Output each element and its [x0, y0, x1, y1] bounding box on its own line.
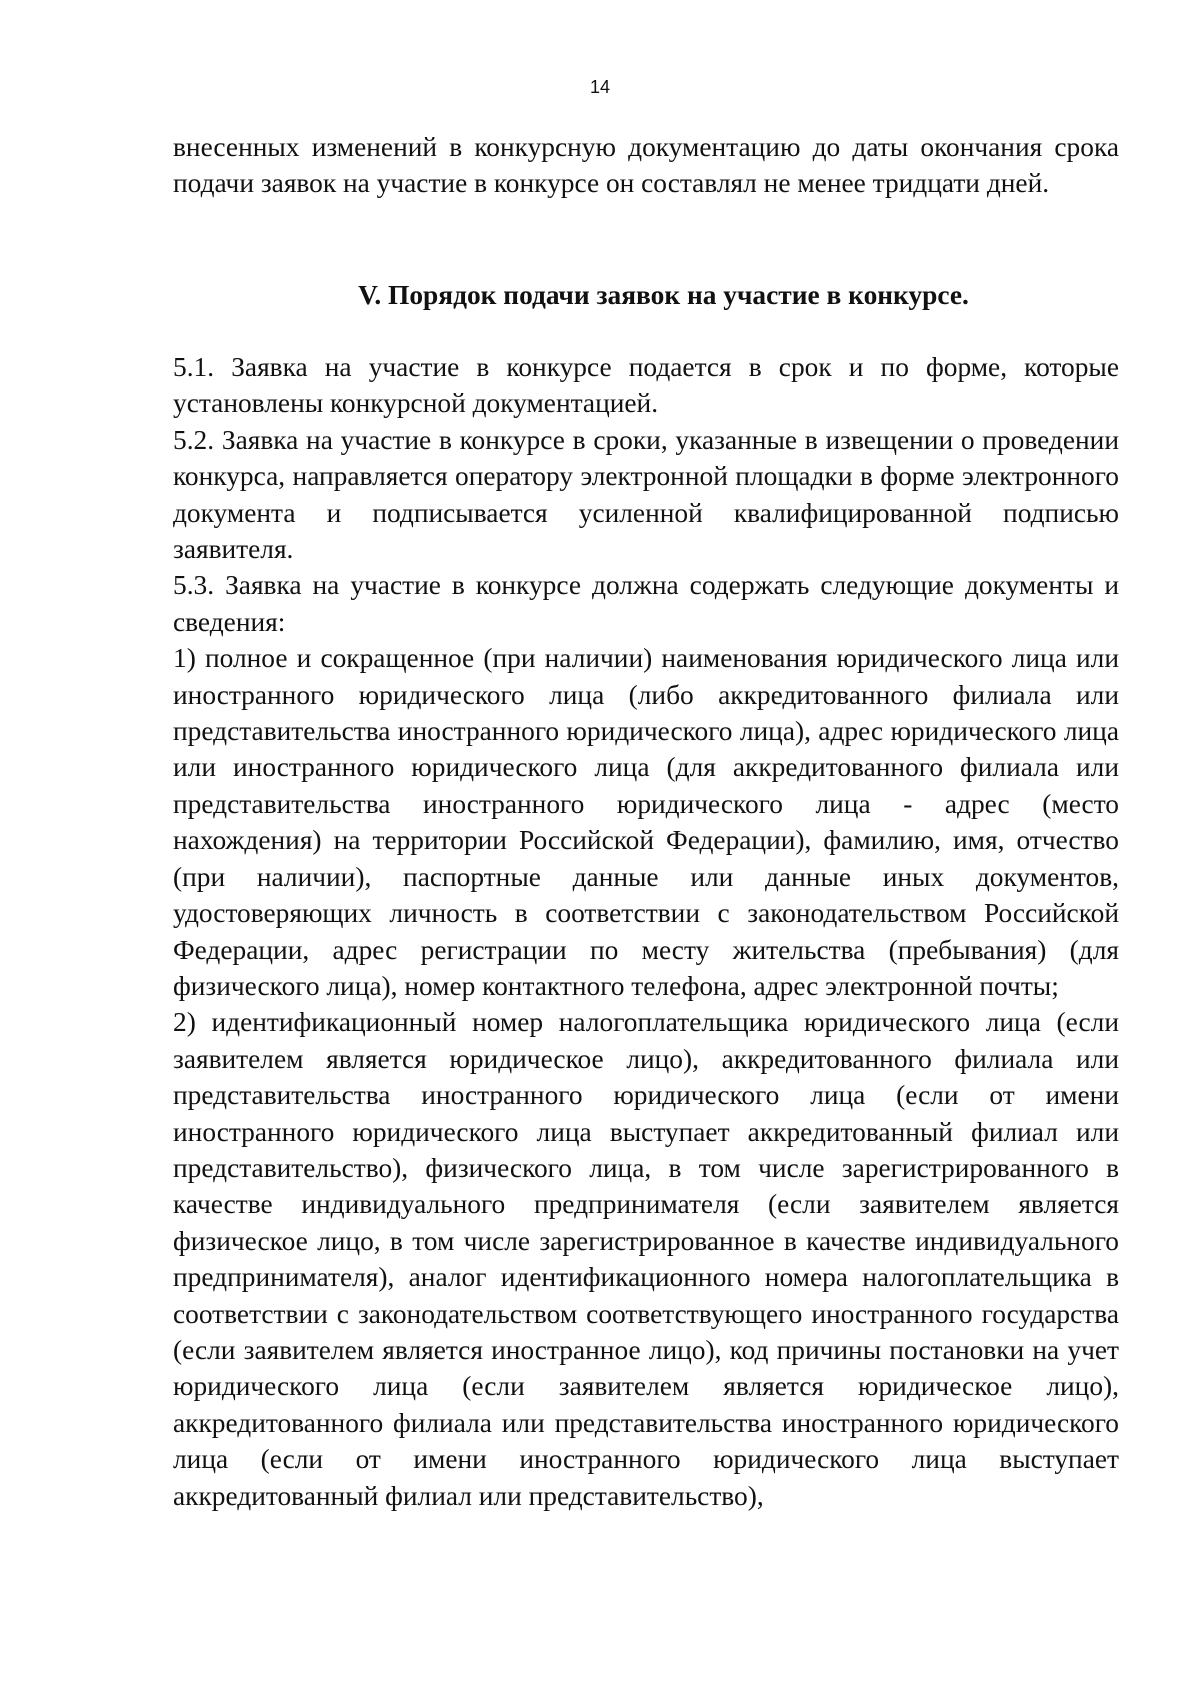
- page-number: 14: [589, 77, 611, 97]
- section-body: [173, 349, 1119, 1514]
- section-heading: V. Порядок подачи заявок на участие в конкурсе.: [358, 280, 969, 310]
- intro-block: [173, 129, 1119, 202]
- list-item-2: 2) идентификационный номер налогоплательщика юридического лица (если заявителем является юридическое лицо), аккредитованного филиала или представительства иностранного юридического лица (если от имени иностранного юридического лица выступает аккредитованный филиал или представительство), физического лица, в том числе зарегистрированного в качестве индивидуального предпринимателя (если заявителем является физическое лицо, в том числе зарегистрированное в качестве индивидуального предпринимателя), аналог идентификационного номера налогоплательщика в соответствии с законодательством соответствующего иностранного государства (если заявителем является иностранное лицо), код причины постановки на учет юридического лица (если заявителем является юридическое лицо), аккредитованного филиала или представительства иностранного юридического лица (если от имени иностранного юридического лица выступает аккредитованный филиал или представительство),: [173, 1007, 1119, 1511]
- intro-paragraph: внесенных изменений в конкурсную документацию до даты окончания срока подачи заявок на участие в конкурсе он составлял не менее тридцати дней.: [173, 132, 1119, 199]
- paragraph-5-1: 5.1. Заявка на участие в конкурсе подается в срок и по форме, которые установлены конкурсной документацией.: [173, 352, 1119, 419]
- paragraph-5-3: 5.3. Заявка на участие в конкурсе должна содержать следующие документы и сведения:: [173, 570, 1119, 637]
- paragraph-5-2: 5.2. Заявка на участие в конкурсе в сроки, указанные в извещении о проведении конкурса, направляется оператору электронной площадки в форме электронного документа и подписывается усиленной квалифицированной подписью заявителя.: [173, 424, 1119, 565]
- list-item-1: 1) полное и сокращенное (при наличии) наименования юридического лица или иностранного юридического лица (либо аккредитованного филиала или представительства иностранного юридического лица), адрес юридического лица или иностранного юридического лица (для аккредитованного филиала или представительства иностранного юридического лица - адрес (место нахождения) на территории Российской Федерации), фамилию, имя, отчество (при наличии), паспортные данные или данные иных документов, удостоверяющих личность в соответствии с законодательством Российской Федерации, адрес регистрации по месту жительства (пребывания) (для физического лица), номер контактного телефона, адрес электронной почты;: [173, 643, 1119, 1001]
